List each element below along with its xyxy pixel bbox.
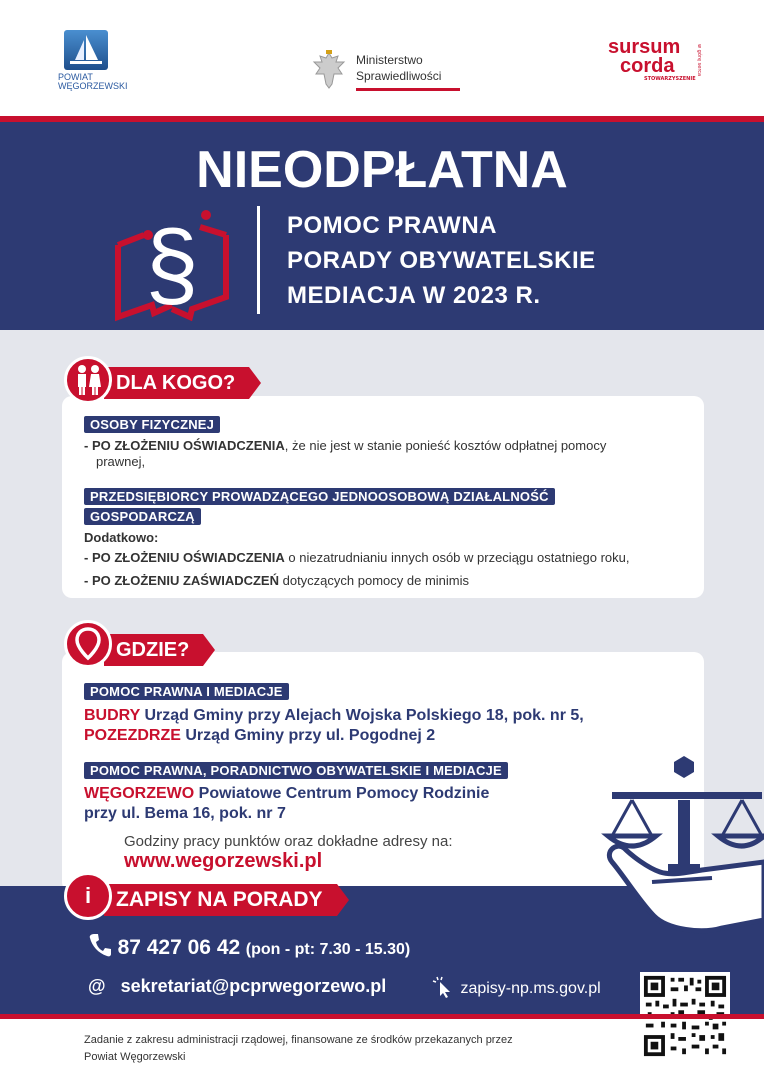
tag-pomoc: POMOC PRAWNA I MEDIACJE <box>84 681 289 700</box>
signup-site-row <box>432 976 601 998</box>
tag-osoby: OSOBY FIZYCZNEJ <box>84 414 220 433</box>
subtitle <box>287 208 596 313</box>
svg-text:§: § <box>145 211 199 318</box>
extra-label: Dodatkowo: <box>84 530 159 545</box>
phone-hours: (pon - pt: 7.30 - 15.30) <box>245 941 411 958</box>
email-row <box>88 976 386 997</box>
subtitle-line-2: PORADY OBYWATELSKIE <box>287 247 596 274</box>
tag-przedsiebiorcy: PRZEDSIĘBIORCY PROWADZĄCEGO JEDNOOSOBOWĄ DZIAŁALNOŚĆ GOSPODARCZĄ <box>84 486 555 525</box>
info-pin <box>64 872 112 920</box>
subtitle-line-3: MEDIACJA W 2023 R. <box>287 282 541 309</box>
location-pozezdrze: POZEZDRZE Urząd Gminy przy ul. Pogodnej 2 <box>84 727 436 744</box>
info-icon: i <box>84 883 92 908</box>
logo-bar <box>0 0 764 116</box>
ministry-logo <box>308 46 458 96</box>
phone-icon <box>88 932 112 958</box>
phone-number[interactable]: 87 427 06 42 <box>117 936 241 959</box>
paragraph-book-icon <box>114 205 230 325</box>
powiat-logo-line1: POWIAT <box>58 72 93 82</box>
tag-poradnictwo: POMOC PRAWNA, PORADNICTWO OBYWATELSKIE I MEDIACJE <box>84 760 508 779</box>
signup-site-link[interactable]: zapisy-np.ms.gov.pl <box>460 980 601 997</box>
location-budry: BUDRY Urząd Gminy przy Alejach Wojska Polskiego 18, pok. nr 5, <box>84 707 584 724</box>
footer-note: Zadanie z zakresu administracji rządowej, finansowane ze środków przekazanych przez Powiat Węgorzewski <box>84 1034 513 1063</box>
cursor-click-icon <box>432 976 456 998</box>
people-icon <box>67 359 109 401</box>
sursum-corda-logo: sursum corda STOWARZYSZENIE w górę serca <box>608 36 702 82</box>
headline: NIEODPŁATNA <box>196 141 568 199</box>
location-pin <box>64 620 112 668</box>
item-2: - PO ZŁOŻENIU OŚWIADCZENIA o niezatrudnianiu innych osób w przeciągu ostatniego roku, <box>84 550 630 565</box>
dla-kogo-label: DLA KOGO? <box>104 367 249 399</box>
at-icon: @ <box>88 976 106 996</box>
scales-of-justice-icon <box>592 752 764 942</box>
eagle-icon <box>310 50 348 92</box>
people-pin <box>64 356 112 404</box>
website-link[interactable]: www.wegorzewski.pl <box>124 850 323 872</box>
gdzie-label: GDZIE? <box>104 634 203 666</box>
phone-row <box>88 932 410 960</box>
map-pin-icon <box>67 623 109 665</box>
item-3: - PO ZŁOŻENIU ZAŚWIADCZEŃ dotyczących pomocy de minimis <box>84 573 470 588</box>
location-wegorzewo: WĘGORZEWO Powiatowe Centrum Pomocy Rodzinie przy ul. Bema 16, pok. nr 7 <box>84 785 490 822</box>
sailboat-icon <box>64 30 108 70</box>
powiat-logo-line2: WĘGORZEWSKI <box>58 81 128 91</box>
ministry-logo-text: Ministerstwo Sprawiedliwości <box>356 53 442 83</box>
item-1: - PO ZŁOŻENIU OŚWIADCZENIA, że nie jest w stanie ponieść kosztów odpłatnej pomocy prawnej, <box>84 438 607 469</box>
hours-note: Godziny pracy punktów oraz dokładne adresy na: <box>124 833 453 850</box>
zapisy-label: ZAPISY NA PORADY <box>104 884 337 916</box>
email-link[interactable]: sekretariat@pcprwegorzewo.pl <box>120 976 387 996</box>
footer-divider <box>0 1014 764 1019</box>
divider <box>257 206 260 314</box>
powiat-logo <box>58 30 138 94</box>
subtitle-line-1: POMOC PRAWNA <box>287 212 497 239</box>
